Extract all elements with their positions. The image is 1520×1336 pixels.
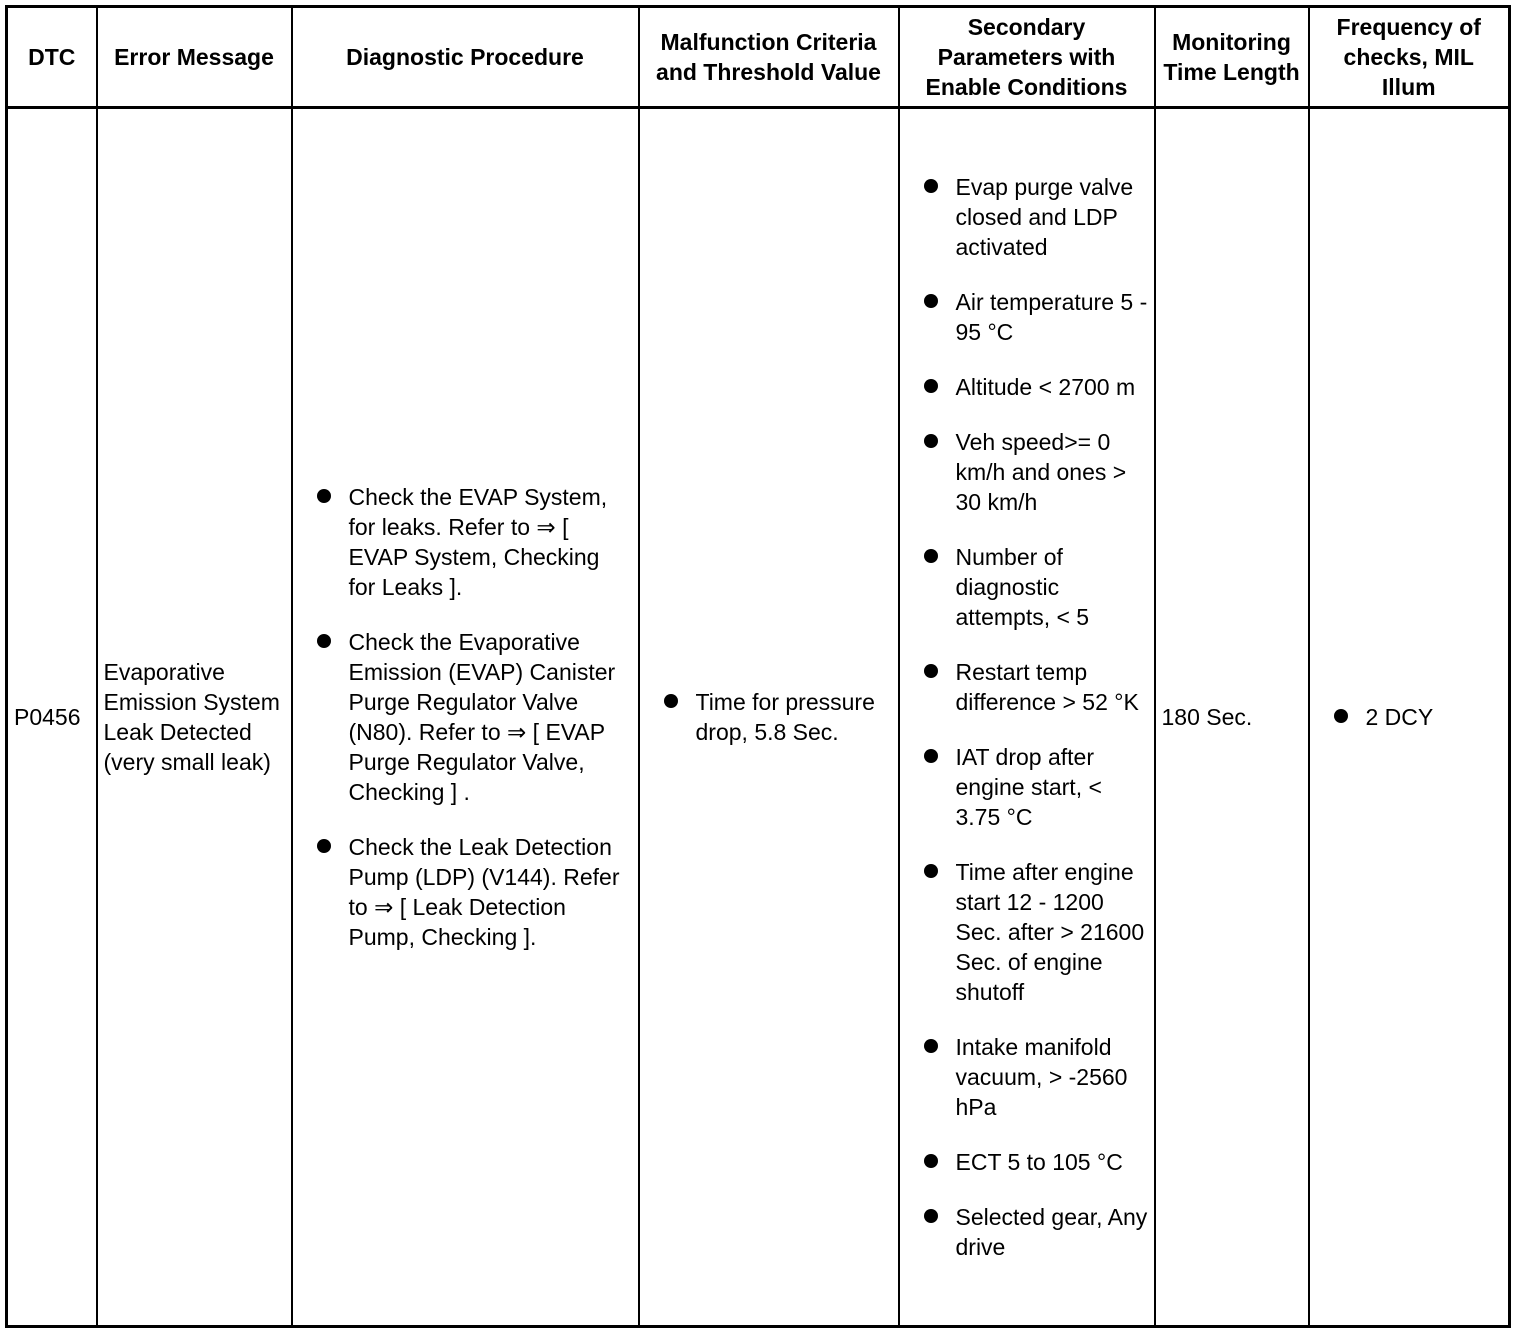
criteria-list: [646, 687, 892, 747]
procedure-item: Check the Leak Detection Pump (LDP) (V144). Refer to ⇒ [ Leak Detection Pump, Checking ].: [299, 832, 632, 952]
header-dtc: DTC: [7, 7, 97, 108]
secondary-parameter-item: Air temperature 5 - 95 °C: [906, 287, 1148, 347]
cell-error-message: Evaporative Emission System Leak Detected (very small leak): [97, 108, 292, 1327]
frequency-item: 2 DCY: [1316, 702, 1503, 732]
cell-secondary-parameters: [899, 108, 1155, 1327]
procedure-list: [299, 482, 632, 952]
header-error-message: Error Message: [97, 7, 292, 108]
secondary-parameter-item: ECT 5 to 105 °C: [906, 1147, 1148, 1177]
table-body: [7, 108, 1510, 1327]
procedure-item: Check the EVAP System, for leaks. Refer to ⇒ [ EVAP System, Checking for Leaks ].: [299, 482, 632, 602]
procedure-item: Check the Evaporative Emission (EVAP) Canister Purge Regulator Valve (N80). Refer to ⇒ [ EVAP Purge Regulator Valve, Checking ] .: [299, 627, 632, 807]
criteria-item: Time for pressure drop, 5.8 Sec.: [646, 687, 892, 747]
secondary-parameter-item: Number of diagnostic attempts, < 5: [906, 542, 1148, 632]
secondary-parameter-item: Selected gear, Any drive: [906, 1202, 1148, 1262]
table-header: [7, 7, 1510, 108]
header-malfunction-criteria: Malfunction Criteria and Threshold Value: [639, 7, 899, 108]
header-frequency: Frequency of checks, MIL Illum: [1309, 7, 1510, 108]
header-monitoring-time: Monitoring Time Length: [1155, 7, 1309, 108]
cell-monitoring-time: 180 Sec.: [1155, 108, 1309, 1327]
secondary-parameter-item: IAT drop after engine start, < 3.75 °C: [906, 742, 1148, 832]
secondary-parameter-item: Restart temp difference > 52 °K: [906, 657, 1148, 717]
secondary-parameter-item: Altitude < 2700 m: [906, 372, 1148, 402]
header-diagnostic-procedure: Diagnostic Procedure: [292, 7, 639, 108]
secondary-parameter-item: Evap purge valve closed and LDP activated: [906, 172, 1148, 262]
secondary-parameter-item: Veh speed>= 0 km/h and ones > 30 km/h: [906, 427, 1148, 517]
cell-dtc-code: P0456: [7, 108, 97, 1327]
table-row: [7, 108, 1510, 1327]
secondary-parameter-item: Intake manifold vacuum, > -2560 hPa: [906, 1032, 1148, 1122]
dtc-table: [5, 5, 1511, 1328]
cell-diagnostic-procedure: [292, 108, 639, 1327]
cell-malfunction-criteria: [639, 108, 899, 1327]
secondary-parameters-list: [906, 172, 1148, 1262]
secondary-parameter-item: Time after engine start 12 - 1200 Sec. after > 21600 Sec. of engine shutoff: [906, 857, 1148, 1007]
cell-frequency: [1309, 108, 1510, 1327]
header-secondary-parameters: Secondary Parameters with Enable Conditions: [899, 7, 1155, 108]
frequency-list: [1316, 702, 1503, 732]
header-row: [7, 7, 1510, 108]
